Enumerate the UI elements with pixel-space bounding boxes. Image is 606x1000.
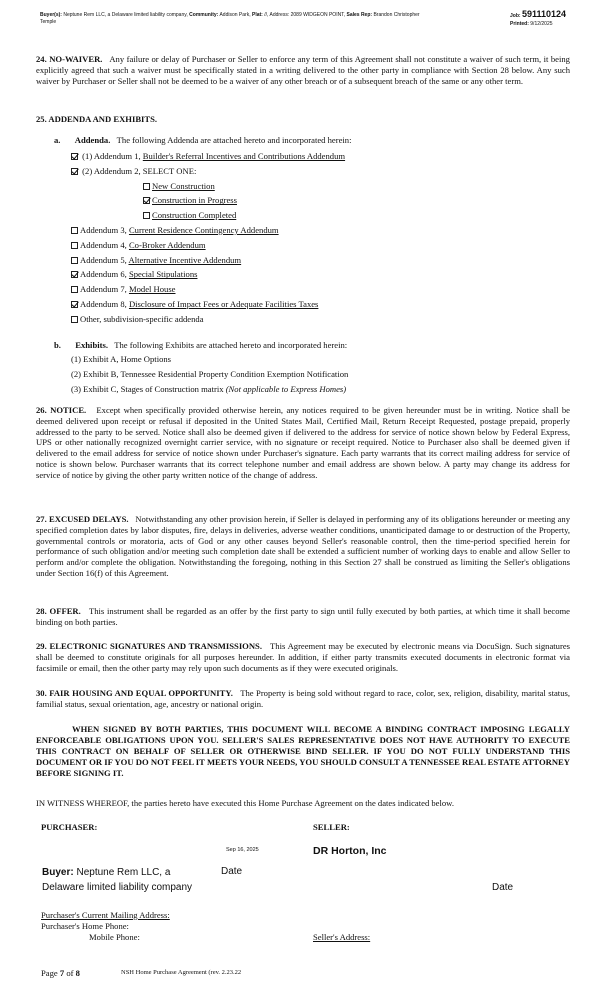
mailing-address-label: Purchaser's Current Mailing Address: [41,910,170,920]
addendum-2-prefix: (2) Addendum 2, SELECT ONE: [82,165,197,176]
page-of: of [66,968,74,978]
section-24-body: Any failure or delay of Purchaser or Seller to enforce any term of this Agreement shall not constitute a waiver of such term, it being explicitly agreed that such a waiver must be specifically stated in a writing delivered to the other party in compliance with Section 28 below. Any such waiver by Purchaser or Seller shall not be deemed to be a waiver of any other breach or of a subsequent breach of the same or any other term. [36,54,570,86]
addendum-5-checkbox[interactable] [71,257,78,264]
addendum-4-checkbox[interactable] [71,242,78,249]
addendum-1-prefix: (1) Addendum 1, [82,151,141,161]
section-25-heading: 25. ADDENDA AND EXHIBITS. [36,114,158,124]
buyers-value-cont: Temple [40,19,57,25]
addendum-6-prefix: Addendum 6, [80,269,127,280]
section-27-body: Notwithstanding any other provision herein, if Seller is delayed in performing any of its obligations hereunder or meeting any specified completion dates by labor disputes, fire, delays in deliveries, adverse weather conditions, unanticipated damage to or destruction of the Property, governmental controls or moratoria, acts of God or any other causes beyond Seller's reasonable control, then the time-period specified herein for performance of such obligation and/or meeting such completion date shall be extended a sufficient number of working days to enable and allow Seller to perform and/or complete the obligation. Notwithstanding the foregoing, nothing in this Section 27 shall be construed as limiting the Seller's obligations under Section 16(f) of this Agreement. [36,514,570,578]
section-28-heading: 28. OFFER. [36,606,81,616]
section-29-body: This Agreement may be executed by electronic means via DocuSign. Such signatures shall be deemed to constitute originals for all purposes hereunder. In addition, if either party transmits executed documents in electronic format via facsimile or email, then the other party may rely upon such documents as if they were executed originals. [36,641,570,673]
section-26-heading: 26. NOTICE. [36,405,87,415]
other-addenda-row [71,312,345,327]
community-value: Addison Park, [219,12,251,18]
sales-rep-value: Brandon Christopher [373,12,420,18]
purchaser-date-label: Date [221,866,243,877]
addendum-5-prefix: Addendum 5, [80,254,127,265]
seller-name: DR Horton, Inc [313,845,387,857]
buyer-name-line1: Neptune Rem LLC, a [76,867,171,878]
section-24 [36,54,570,86]
sales-rep-label: Sales Rep: [346,12,373,18]
section-26 [36,405,570,481]
addendum-2-checkbox[interactable] [71,168,78,175]
mobile-phone-label: Mobile Phone: [89,932,140,942]
buyers-label: Buyer(s): [40,12,62,18]
page-prefix: Page [41,968,58,978]
addendum-8-prefix: Addendum 8, [80,298,127,309]
exhibit-b: (2) Exhibit B, Tennessee Residential Property Condition Exemption Notification [71,368,349,379]
addendum-8-checkbox[interactable] [71,301,78,308]
binding-contract-warning: WHEN SIGNED BY BOTH PARTIES, THIS DOCUMENT WILL BECOME A BINDING CONTRACT IMPOSING LEGALLY ENFORCEABLE OBLIGATIONS UPON YOU. SELLER'S SALES REPRESENTATIVE DOES NOT HAVE AUTHORITY TO EXECUTE THIS CONTRACT ON BEHALF OF SELLER OR OTHERWISE BIND SELLER. IF YOU DO NOT FULLY UNDERSTAND THIS DOCUMENT OR IF YOU DO NOT FEEL IT MEETS YOUR NEEDS, YOU SHOULD CONSULT A TENNESSEE REAL ESTATE ATTORNEY BEFORE SIGNING IT. [36,724,570,778]
addenda-list [71,149,345,327]
addendum-3-checkbox[interactable] [71,227,78,234]
addendum-8-row [71,297,345,312]
addendum-5-row [71,253,345,268]
addenda-letter: a. [54,135,61,145]
addendum-7-prefix: Addendum 7, [80,284,127,295]
job-label: Job: [510,13,521,19]
community-label: Community: [189,12,219,18]
section-26-body: Except when specifically provided otherwise herein, any notices required to be given hereunder must be in writing. Notice shall be deemed delivered upon receipt or refusal if deposited in the United States Mail, Certified Mail, Return Receipt Requested, postage prepaid, properly addressed to the party to be served. Notice shall also be deemed given if delivered to the address for service of notice shown below by Federal Express, UPS or other nationally recognized overnight carrier service, with no signature or receipt required. Notice to Purchaser also shall be deemed given if delivered to the email address for service of notice shown under Purchaser's signature. Each party warrants that its correct mailing address for service of notice is shown below. Purchaser warrants that its correct telephone number and email address are shown below. A party may change its address for service of notice by giving the other party written notice of the change of address. [36,405,570,480]
exhibits-letter: b. [54,340,61,350]
addendum-7-checkbox[interactable] [71,286,78,293]
exhibit-a: (1) Exhibit A, Home Options [71,354,172,364]
addendum-1-row [71,149,345,164]
purchaser-label: PURCHASER: [41,822,98,832]
buyer-name-line2: Delaware limited liability company [42,882,193,893]
addendum-2-row [71,164,345,179]
section-27-heading: 27. EXCUSED DELAYS. [36,514,129,524]
addenda-intro [54,133,351,148]
job-info [510,10,580,27]
addenda-heading: Addenda. [74,135,111,145]
seller-label: SELLER: [313,822,350,832]
construction-in-progress-label: Construction in Progress [152,195,237,206]
exhibit-c-row [71,382,348,397]
home-phone-label: Purchaser's Home Phone: [41,921,129,931]
section-27 [36,514,570,579]
witness-statement: IN WITNESS WHEREOF, the parties hereto have executed this Home Purchase Agreement on the dates indicated below. [36,798,454,808]
section-29-heading: 29. ELECTRONIC SIGNATURES AND TRANSMISSIONS. [36,641,262,651]
select-new-construction [71,179,345,194]
buyer-signature-block [42,865,192,895]
section-24-heading: 24. NO-WAIVER. [36,54,103,64]
addendum-4-name: Co-Broker Addendum [128,239,206,250]
exhibits-intro-text: The following Exhibits are attached hereto and incorporated herein: [114,340,348,350]
addendum-6-checkbox[interactable] [71,271,78,278]
new-construction-label: New Construction [152,180,215,191]
addendum-8-name: Disclosure of Impact Fees or Adequate Facilities Taxes [128,298,319,309]
section-30-heading: 30. FAIR HOUSING AND EQUAL OPPORTUNITY. [36,688,233,698]
seller-address-label: Seller's Address: [313,932,371,942]
addendum-1-checkbox[interactable] [71,153,78,160]
section-28-body: This instrument shall be regarded as an offer by the first party to sign until fully executed by both parties, at which time it shall become binding on both parties. [36,606,570,627]
form-name: NSH Home Purchase Agreement (rev. 2.23.22 [121,969,242,976]
construction-completed-label: Construction Completed [152,210,237,221]
page-number [41,968,80,978]
seller-date-label: Date [492,882,514,893]
construction-in-progress-checkbox[interactable] [143,197,150,204]
exhibits-heading: Exhibits. [75,340,108,350]
addendum-7-name: Model House [128,284,176,295]
address-value: 2089 WIDGEON POINT, [290,12,346,18]
addendum-4-row [71,238,345,253]
job-value: 591110124 [521,9,567,19]
section-30-body: The Property is being sold without regard to race, color, sex, religion, disability, marital status, familial status, sexual orientation, age, ancestry or national origin. [36,688,570,709]
purchaser-contact-block [41,910,170,943]
page-total: 8 [75,968,80,978]
addendum-6-name: Special Stipulations [128,269,198,280]
addendum-3-name: Current Residence Contingency Addendum [128,224,279,235]
select-construction-in-progress [71,193,345,208]
other-addenda-checkbox[interactable] [71,316,78,323]
exhibit-c-note: (Not applicable to Express Homes) [225,383,347,394]
exhibit-c: (3) Exhibit C, Stages of Construction matrix [71,383,224,394]
addendum-3-row [71,223,345,238]
addendum-7-row [71,282,345,297]
printed-label: Printed: [510,21,529,27]
section-29 [36,641,570,673]
addendum-4-prefix: Addendum 4, [80,239,127,250]
printed-value: 9/12/2025 [530,21,553,27]
addendum-6-row [71,267,345,282]
addenda-intro-text: The following Addenda are attached hereto and incorporated herein: [116,135,352,145]
header-bar [40,12,566,26]
purchaser-sign-date: Sep 16, 2025 [226,847,259,853]
section-28 [36,606,570,628]
exhibits-list [71,352,348,396]
other-addenda-label: Other, subdivision-specific addenda [80,313,204,324]
page-num: 7 [59,968,65,978]
buyers-value: Neptune Rem LLC, a Delaware limited liability company, [63,12,188,18]
buyer-label: Buyer: [42,867,74,878]
section-30 [36,688,570,710]
new-construction-checkbox[interactable] [143,183,150,190]
plat-label: Plat: [251,12,263,18]
lot-label: //, Address: [264,12,290,18]
addendum-5-name: Alternative Incentive Addendum [128,254,242,265]
construction-completed-checkbox[interactable] [143,212,150,219]
addendum-3-prefix: Addendum 3, [80,224,127,235]
select-construction-completed [71,208,345,223]
exhibits-intro [54,338,347,353]
addendum-1-name: Builder's Referral Incentives and Contributions Addendum [142,151,346,161]
